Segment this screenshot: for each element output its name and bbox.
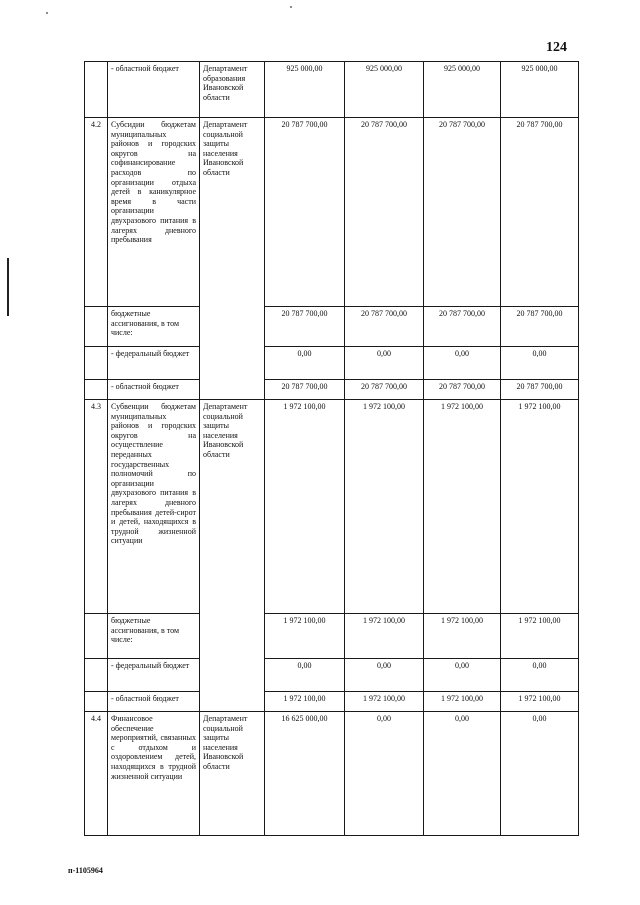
table-row	[85, 62, 579, 118]
amount-cell: 925 000,00	[424, 62, 501, 118]
row-label: - федеральный бюджет	[108, 659, 200, 692]
amount-cell: 20 787 700,00	[424, 118, 501, 307]
page-number: 124	[546, 40, 567, 55]
row-label: Финансовое обеспечение мероприятий, связанных с отдыхом и оздоровлением детей, находящихся в трудной жизненной ситуации	[108, 712, 200, 836]
table-row	[85, 118, 579, 307]
row-number	[85, 347, 108, 380]
amount-cell: 20 787 700,00	[345, 118, 424, 307]
row-label: Субвенции бюджетам муниципальных районов и городских округов на осуществление переданных государственных полномочий по организации двухразового питания в лагерях дневного пребывания детей-сирот и детей, находящихся в трудной жизненной ситуации	[108, 400, 200, 614]
row-label: - федеральный бюджет	[108, 347, 200, 380]
amount-cell: 0,00	[424, 347, 501, 380]
document-code: п-1105964	[68, 866, 103, 875]
row-number: 4.3	[85, 400, 108, 614]
table-row	[85, 614, 579, 659]
row-label: - областной бюджет	[108, 380, 200, 400]
amount-cell: 1 972 100,00	[501, 614, 579, 659]
row-number: 4.2	[85, 118, 108, 307]
amount-cell: 20 787 700,00	[424, 307, 501, 347]
row-number	[85, 614, 108, 659]
amount-cell: 925 000,00	[501, 62, 579, 118]
amount-cell: 1 972 100,00	[345, 614, 424, 659]
amount-cell: 1 972 100,00	[424, 692, 501, 712]
row-number	[85, 307, 108, 347]
amount-cell: 20 787 700,00	[345, 380, 424, 400]
amount-cell: 1 972 100,00	[345, 692, 424, 712]
amount-cell: 0,00	[345, 712, 424, 836]
department-cell: Департамент социальной защиты населения Ивановской области	[200, 712, 265, 836]
amount-cell: 20 787 700,00	[501, 380, 579, 400]
amount-cell: 1 972 100,00	[345, 400, 424, 614]
row-number	[85, 659, 108, 692]
amount-cell: 1 972 100,00	[265, 614, 345, 659]
amount-cell: 0,00	[345, 347, 424, 380]
table-row	[85, 347, 579, 380]
amount-cell: 20 787 700,00	[424, 380, 501, 400]
scan-speck	[46, 12, 48, 14]
table-row	[85, 307, 579, 347]
amount-cell: 0,00	[265, 659, 345, 692]
row-number	[85, 62, 108, 118]
amount-cell: 0,00	[501, 347, 579, 380]
amount-cell: 1 972 100,00	[424, 400, 501, 614]
amount-cell: 20 787 700,00	[501, 307, 579, 347]
scan-speck	[290, 6, 292, 8]
amount-cell: 0,00	[345, 659, 424, 692]
amount-cell: 925 000,00	[345, 62, 424, 118]
amount-cell: 1 972 100,00	[265, 692, 345, 712]
budget-table	[84, 61, 579, 836]
amount-cell: 20 787 700,00	[265, 307, 345, 347]
row-label: бюджетные ассигнования, в том числе:	[108, 614, 200, 659]
amount-cell: 20 787 700,00	[265, 380, 345, 400]
amount-cell: 1 972 100,00	[265, 400, 345, 614]
amount-cell: 16 625 000,00	[265, 712, 345, 836]
row-label: - областной бюджет	[108, 692, 200, 712]
amount-cell: 0,00	[501, 712, 579, 836]
amount-cell: 1 972 100,00	[501, 400, 579, 614]
table-row	[85, 380, 579, 400]
row-number	[85, 692, 108, 712]
row-number: 4.4	[85, 712, 108, 836]
amount-cell: 0,00	[424, 712, 501, 836]
table-row	[85, 692, 579, 712]
amount-cell: 20 787 700,00	[265, 118, 345, 307]
table-row	[85, 712, 579, 836]
amount-cell: 0,00	[424, 659, 501, 692]
amount-cell: 0,00	[501, 659, 579, 692]
margin-mark	[7, 258, 9, 316]
table-row	[85, 659, 579, 692]
row-label: - областной бюджет	[108, 62, 200, 118]
amount-cell: 1 972 100,00	[501, 692, 579, 712]
row-number	[85, 380, 108, 400]
row-label: бюджетные ассигнования, в том числе:	[108, 307, 200, 347]
department-cell: Департамент образования Ивановской области	[200, 62, 265, 118]
amount-cell: 925 000,00	[265, 62, 345, 118]
amount-cell: 1 972 100,00	[424, 614, 501, 659]
row-label: Субсидии бюджетам муниципальных районов и городских округов на софинансирование расходов по организации отдыха детей в каникулярное время в части организации двухразового питания в лагерях дневного пребывания	[108, 118, 200, 307]
amount-cell: 20 787 700,00	[345, 307, 424, 347]
amount-cell: 20 787 700,00	[501, 118, 579, 307]
table-row	[85, 400, 579, 614]
amount-cell: 0,00	[265, 347, 345, 380]
department-cell: Департамент социальной защиты населения Ивановской области	[200, 118, 265, 400]
department-cell: Департамент социальной защиты населения Ивановской области	[200, 400, 265, 712]
